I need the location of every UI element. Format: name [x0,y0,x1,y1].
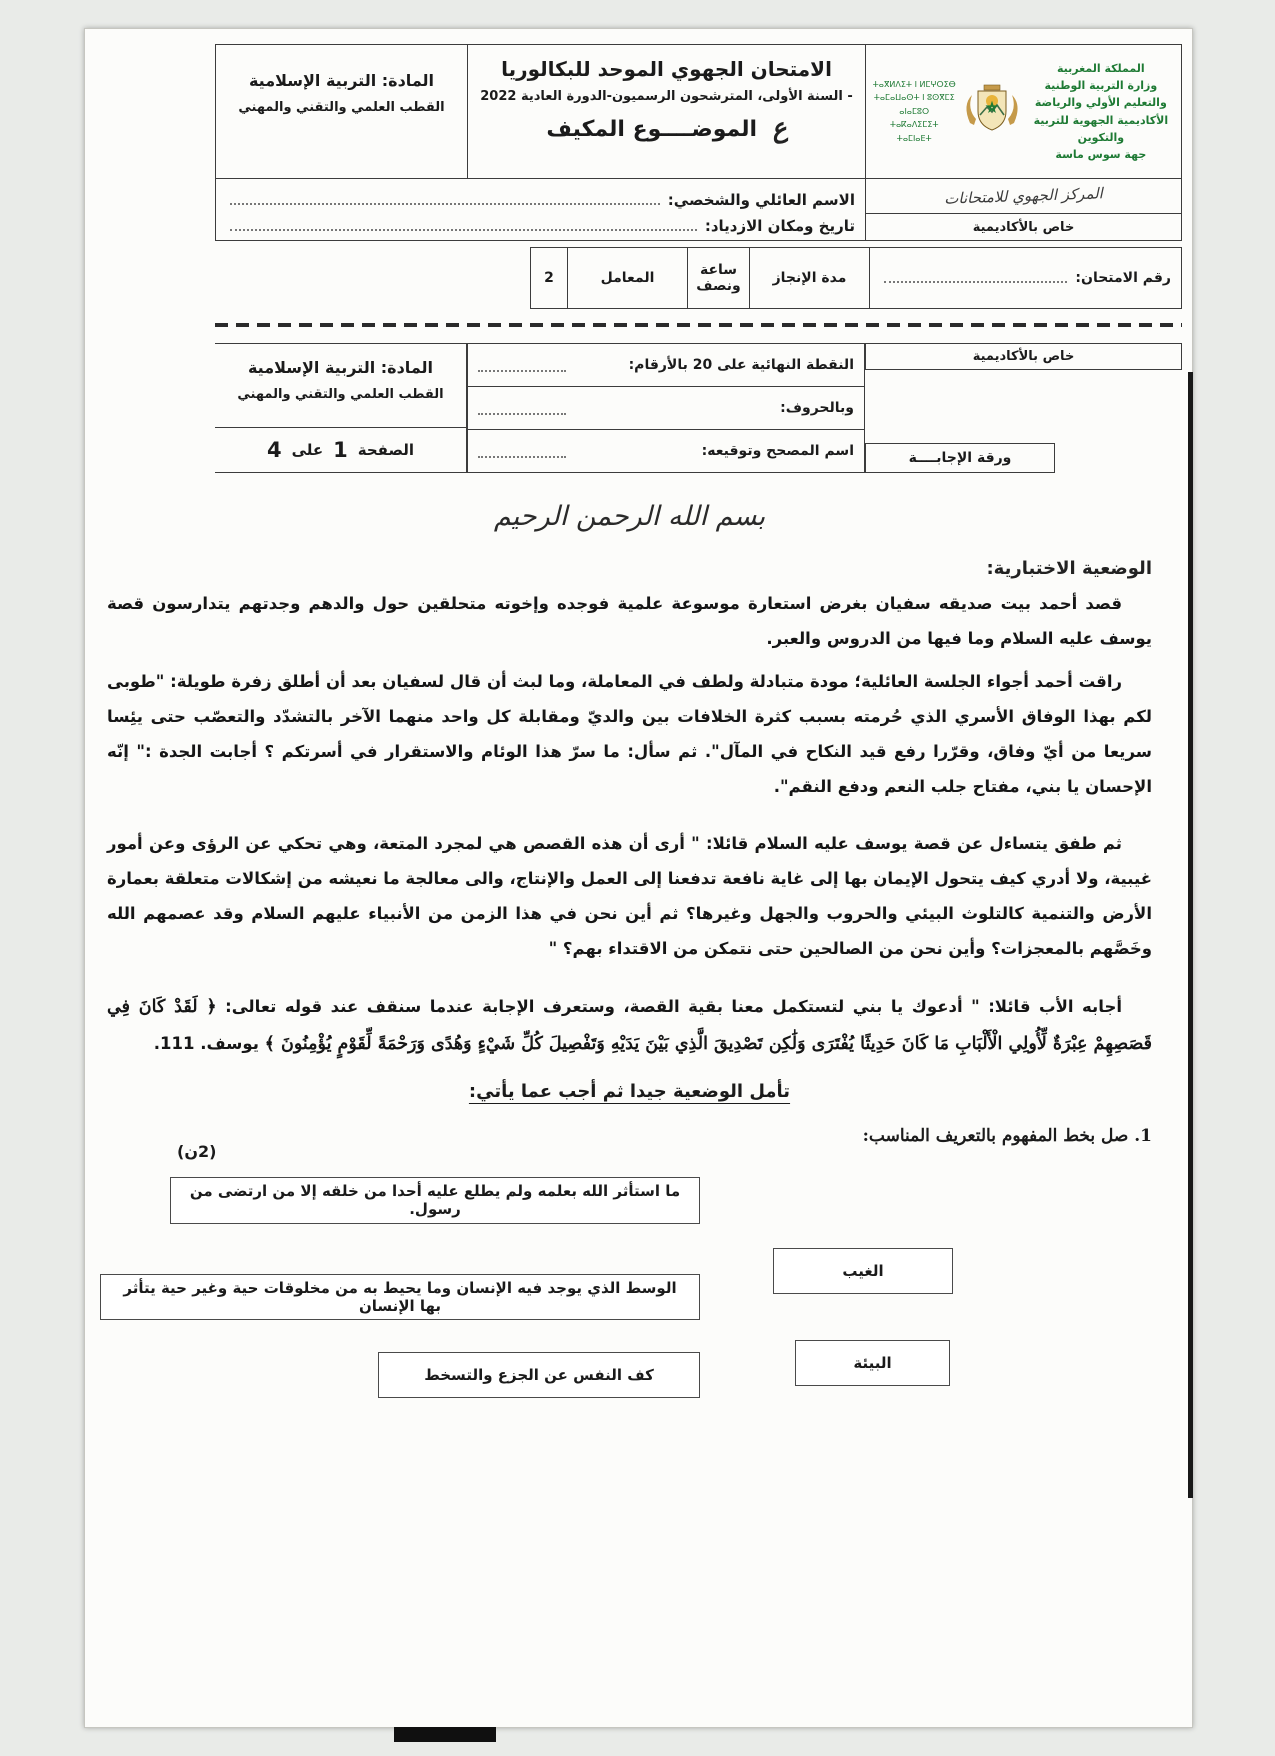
score-number-fill-line [478,358,566,372]
tifinagh-line: ⵜⴰⴳⵍⴷⵉⵜ ⵏ ⵍⵎⵖⵔⵉⴱ [872,79,956,89]
coefficient-label-cell: المعامل [567,247,687,309]
exam-subject-type: الموضــــوع المكيف [546,116,758,142]
name-fill-line [230,190,660,205]
exam-body [107,501,1152,1161]
definition-box: كف النفس عن الجزع والتسخط [378,1352,700,1398]
coat-of-arms-icon [960,79,1024,145]
ministry-line: الأكاديمية الجهوية للتربية والتكوين [1033,113,1169,144]
ministry-tifinagh-text [871,78,957,146]
father-answer-paragraph [107,989,1152,1063]
concept-box: البيئة [795,1340,950,1386]
header-table [215,44,1182,179]
name-field-row [226,183,855,209]
identity-row [215,179,1182,241]
basmala: بسم الله الرحمن الرحيم [493,501,766,532]
subject-page-column [215,343,467,473]
definition-box: ما استأثر الله بعلمه ولم يطلع عليه أحدا من خلقه إلا من ارتضى من رسول. [170,1177,700,1224]
answer-instruction: تأمل الوضعية جيدا ثم أجب عما يأتي: [468,1080,791,1102]
handwritten-center-note: المركز الجهوي للامتحانات [943,184,1104,208]
corrector-row [468,429,864,472]
matching-exercise [85,1167,1192,1412]
concept-box: الغيب [773,1248,953,1294]
ministry-arabic-text [1026,60,1176,162]
grading-header [215,343,1182,473]
calligraphic-mark-icon: ع [768,112,790,146]
subject-stream: القطب العلمي والتقني والمهني [238,100,445,115]
verse-citation: يوسف. 111. [153,1033,259,1053]
duration-label-cell: مدة الإنجاز [749,247,869,309]
coefficient-value-cell: 2 [530,247,567,309]
score-letters-label: وبالحروف: [780,400,854,416]
duration-value-cell: ساعة ونصف [687,247,749,309]
tifinagh-line: ⵜⴰⴽⴰⴷⵉⵎⵉⵜ ⵜⴰⵎⵏⴰⴹⵜ [889,120,939,143]
page-total: 4 [266,438,282,462]
ministry-header-cell [865,44,1182,179]
exam-title: الامتحان الجهوي الموحد للبكالوريا [501,57,832,81]
scan-artifact-bottom-bar [394,1727,496,1742]
page-of-word: على [291,441,324,459]
score-letters-row [468,386,864,429]
academy-reserved-label-2: خاص بالأكاديمية [865,343,1182,370]
page-indicator [215,428,467,473]
academy-block [865,179,1182,241]
exam-page [84,28,1193,1728]
subject-name: المادة: التربية الإسلامية [248,71,435,90]
page-current: 1 [333,438,348,462]
ministry-line: وزارة التربية الوطنية [1044,79,1158,93]
situation-title: الوضعية الاختبارية: [986,558,1152,579]
exam-number-label: رقم الامتحان: [1075,270,1171,286]
score-column [467,343,865,473]
quran-verse: ﴿ لَقَدْ كَانَ فِي قَصَصِهِمْ عِبْرَةٌ لِّأُولِي الْأَلْبَابِ مَا كَانَ حَدِيثًا يُفْتَرَى وَلَٰكِن تَصْدِيقَ الَّذِي بَيْنَ يَدَيْهِ وَتَفْصِيلَ كُلِّ شَيْءٍ وَهُدًى وَرَحْمَةً لِّقَوْمٍ يُؤْمِنُونَ ﴾ [107,996,1152,1054]
dashed-separator [215,323,1182,327]
birth-fill-line [230,216,697,231]
subject-cell-2 [215,343,467,428]
answer-sheet-label: ورقة الإجابــــة [865,443,1055,473]
score-number-row [468,344,864,386]
question-1-row [107,1126,1152,1161]
candidate-fields [215,179,865,241]
ministry-line: جهة سوس ماسة [1055,147,1147,161]
grading-academy-column [865,343,1182,473]
score-letters-fill-line [478,401,566,415]
exam-number-fill-line [884,269,1067,283]
exam-title-cell [467,44,865,179]
corrector-label: اسم المصحح وتوقيعه: [701,443,854,459]
tifinagh-line: ⵜⴰⵎⴰⵡⴰⵙⵜ ⵏ ⵓⵙⴳⵎⵉ ⴰⵏⴰⵎⵓⵔ [873,93,955,116]
situation-paragraph: قصد أحمد بيت صديقه سفيان بغرض استعارة موسوعة علمية فوجده وإخوته متحلقين حول والدهم وجدتهم يتدارسون قصة يوسف عليه السلام وما فيها من الدروس والعبر. [107,594,1152,648]
corrector-fill-line [478,444,566,458]
father-answer-intro: أجابه الأب قائلا: " أدعوك يا بني لتستكمل معنا بقية القصة، وستعرف الإجابة عندما سنقف عند قوله تعالى: [216,996,1122,1016]
question-1 [863,1126,1152,1146]
question-1-text: صل بخط المفهوم بالتعريف المناسب: [862,1125,1129,1146]
exam-number-cell [869,247,1182,309]
birth-field-row [226,209,855,235]
situation-paragraph: ثم طفق يتساءل عن قصة يوسف عليه السلام قائلا: " أرى أن هذه القصص هي لمجرد المتعة، وهي تحكي عن الرؤى وعن أمور غيبية، ولا أدري كيف يتحول الإيمان بها إلى غاية نافعة تدفعنا إلى العمل والإنتاج، والى معالجة ما نعيشه من إشكالات متعلقة بعمارة الأرض والتنمية كالتلوث البيئي والحروب والجهل وغيرها؟ ثم أين نحن في هذا الزمن من الأنبياء عليهم السلام وقد عصمهم الله وخَصَّهم بالمعجزات؟ وأين نحن من الصالحين حتى نتمكن من الاقتداء بهم؟ " [107,833,1152,958]
scan-artifact-vertical-line [1188,372,1193,1498]
subject-cell [215,44,467,179]
subject-stream-2: القطب العلمي والتقني والمهني [237,387,444,402]
name-label: الاسم العائلي والشخصي: [667,191,855,209]
exam-session: - السنة الأولى، المترشحون الرسميون-الدورة العادية 2022 [480,89,853,104]
definition-box: الوسط الذي يوجد فيه الإنسان وما يحيط به من مخلوقات حية وغير حية يتأثر بها الإنسان [100,1274,700,1320]
subject-name-2: المادة: التربية الإسلامية [247,358,434,377]
ministry-line: المملكة المغربية [1057,62,1145,76]
exam-meta-row [530,247,1182,309]
question-1-points: (2ن) [177,1141,217,1161]
score-number-label: النقطة النهائية على 20 بالأرقام: [628,357,854,373]
page-word: الصفحة [357,441,415,459]
ministry-line: والتعليم الأولي والرياضة [1034,96,1167,110]
birth-label: تاريخ ومكان الازدياد: [704,217,855,235]
academy-reserved-label: خاص بالأكاديمية [866,213,1181,240]
question-1-number: 1. [1134,1125,1152,1146]
situation-paragraph: راقت أحمد أجواء الجلسة العائلية؛ مودة متبادلة ولطف في المعاملة، وما لبث أن قال لسفيان بعد أن أطلق زفرة طويلة: "طوبى لكم بهذا الوفاق الأسري الذي حُرمته بسبب كثرة الخلافات بين والديّ ومقابلة كل واحد منهما الآخر بالتشدّد والتعصّب حتى يئِسا سريعا من أيّ وفاق، وقرّرا رفع قيد النكاح في المآل". ثم سأل: ما سرّ هذا الوئام والاستقرار في أسرتكم ؟ أجابت الجدة :" إنّه الإحسان يا بني، مفتاح جلب النعم ودفع النقم". [107,671,1152,796]
